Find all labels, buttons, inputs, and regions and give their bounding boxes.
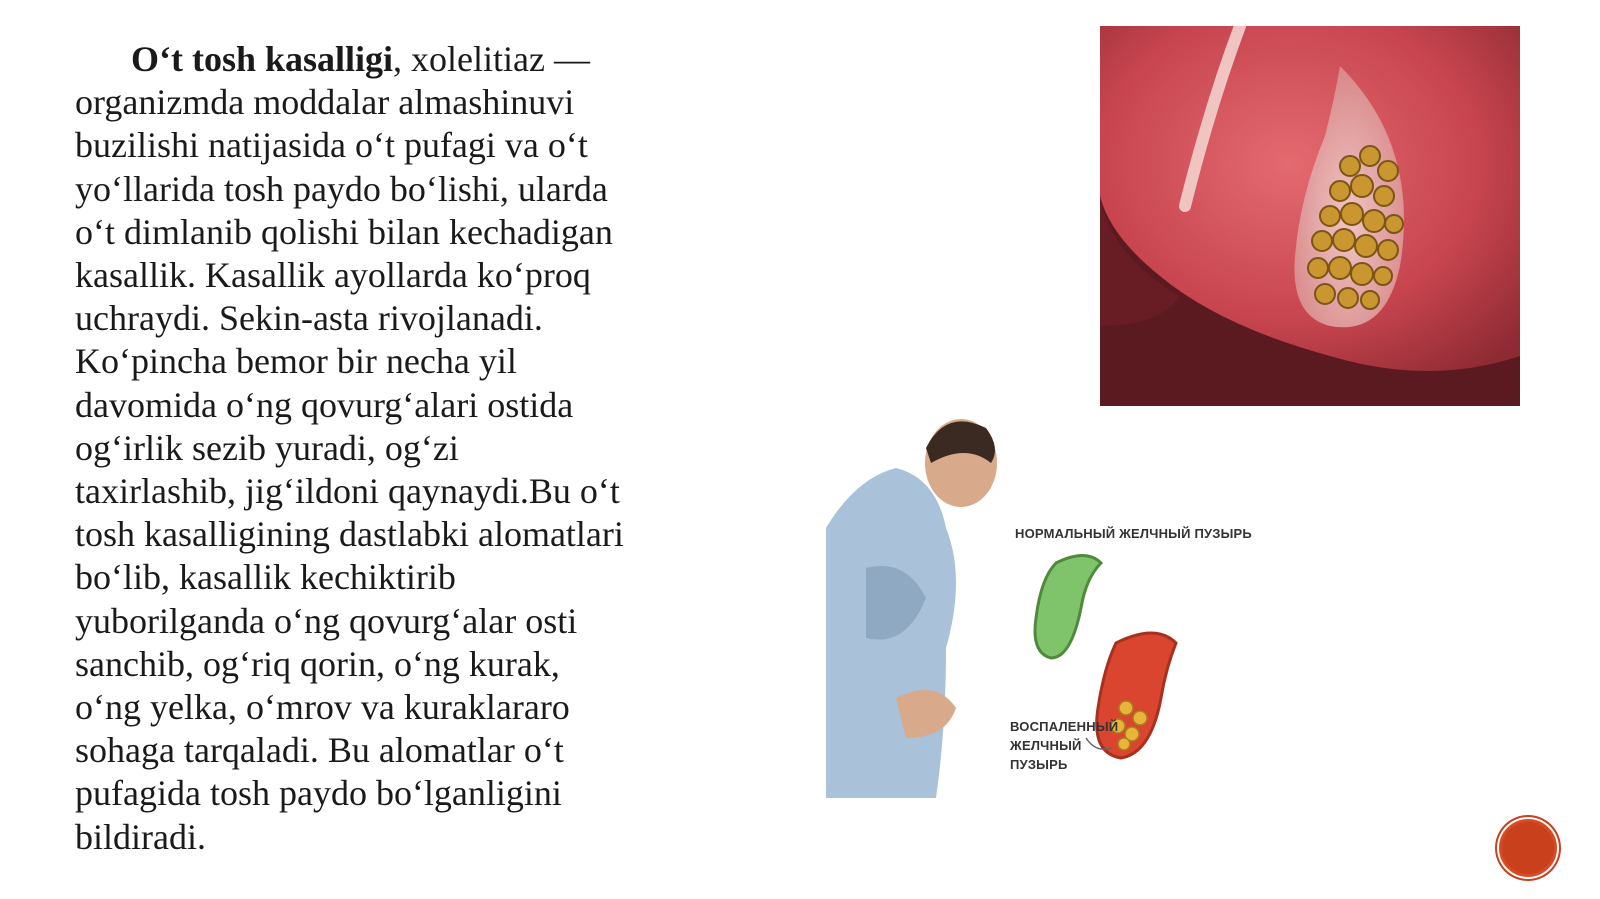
text-line: taxirlashib, jig‘ildoni qaynaydi.Bu o‘t — [75, 471, 620, 512]
circle-nav-icon[interactable] — [1499, 819, 1557, 877]
text-line: sanchib, og‘riq qorin, o‘ng kurak, — [75, 643, 560, 684]
gallbladder-stones-photo — [1100, 26, 1520, 406]
text-line: uchraydi. Sekin-asta rivojlanadi. — [75, 298, 543, 339]
text-line: og‘irlik sezib yuradi, og‘zi — [75, 427, 459, 468]
label-line: ЖЕЛЧНЫЙ — [1010, 738, 1082, 753]
text-line: pufagida tosh paydo bo‘lganligini — [75, 773, 562, 814]
text-line: tosh kasalligining dastlabki alomatlari — [75, 514, 624, 555]
text-line: bildiradi. — [75, 816, 206, 857]
label-normal-gallbladder: НОРМАЛЬНЫЙ ЖЕЛЧНЫЙ ПУЗЫРЬ — [1015, 526, 1252, 541]
text-line: bo‘lib, kasallik kechiktirib — [75, 557, 456, 598]
text-line-first — [75, 38, 715, 81]
body-text — [75, 38, 715, 859]
text-line: , xolelitiaz — — [393, 39, 590, 79]
text-line: organizmda moddalar almashinuvi — [75, 82, 575, 123]
label-inflamed-gallbladder — [1010, 717, 1118, 774]
label-line: ВОСПАЛЕННЫЙ — [1010, 719, 1119, 734]
term-title: O‘t tosh kasalligi — [131, 39, 394, 79]
text-line: yo‘llarida tosh paydo bo‘lishi, ularda — [75, 168, 608, 209]
text-line: yuborilganda o‘ng qovurg‘alar osti — [75, 600, 578, 641]
text-line: buzilishi natijasida o‘t pufagi va o‘t — [75, 125, 588, 166]
text-line: o‘t dimlanib qolishi bilan kechadigan — [75, 211, 613, 252]
text-line: Ko‘pincha bemor bir necha yil — [75, 341, 517, 382]
label-line: ПУЗЫРЬ — [1010, 757, 1068, 772]
text-line: sohaga tarqaladi. Bu alomatlar o‘t — [75, 730, 564, 771]
text-line: davomida o‘ng qovurg‘alari ostida — [75, 384, 574, 425]
text-line: o‘ng yelka, o‘mrov va kuraklararo — [75, 687, 570, 728]
text-line: kasallik. Kasallik ayollarda ko‘proq — [75, 255, 591, 296]
